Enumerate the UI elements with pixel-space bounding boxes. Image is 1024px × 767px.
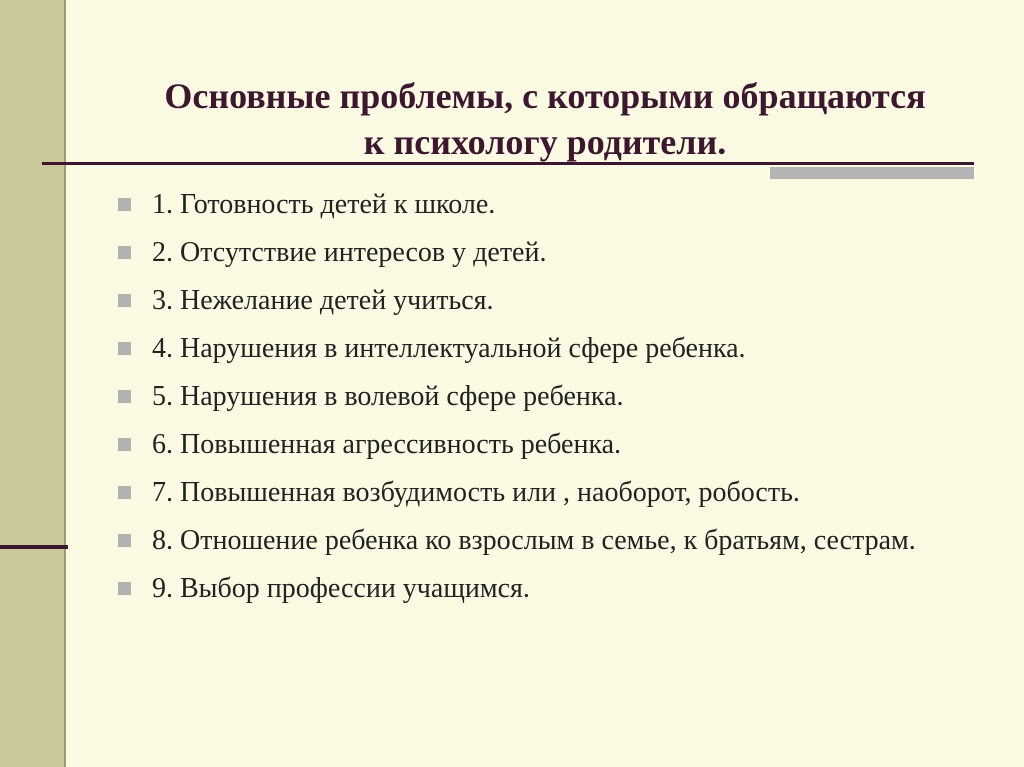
title-line-1: Основные проблемы, с которыми обращаются bbox=[164, 76, 926, 117]
square-bullet-icon bbox=[118, 198, 131, 211]
title-divider bbox=[42, 162, 974, 165]
square-bullet-icon bbox=[118, 390, 131, 403]
list-item bbox=[118, 522, 998, 559]
list-item-text: 4. Нарушения в интеллектуальной сфере ребенка. bbox=[152, 333, 746, 364]
left-decor-line bbox=[0, 545, 68, 549]
list-item-text: 6. Повышенная агрессивность ребенка. bbox=[152, 429, 622, 460]
list-item-text: 5. Нарушения в волевой сфере ребенка. bbox=[152, 381, 624, 412]
list-item-text: 3. Нежелание детей учиться. bbox=[152, 285, 494, 316]
square-bullet-icon bbox=[118, 582, 131, 595]
left-decor-band bbox=[0, 0, 66, 767]
square-bullet-icon bbox=[118, 294, 131, 307]
list-item-text: 9. Выбор профессии учащимся. bbox=[152, 573, 530, 604]
title-line-2: к психологу родители. bbox=[363, 121, 727, 162]
slide-title bbox=[66, 74, 1024, 165]
square-bullet-icon bbox=[118, 246, 131, 259]
list-item bbox=[118, 474, 998, 511]
list-item-text: 1. Готовность детей к школе. bbox=[152, 189, 496, 220]
list-item bbox=[118, 570, 998, 607]
square-bullet-icon bbox=[118, 486, 131, 499]
list-item bbox=[118, 378, 998, 415]
list-item-text: 7. Повышенная возбудимость или , наоборот, робость. bbox=[152, 477, 800, 508]
list-item bbox=[118, 186, 998, 223]
square-bullet-icon bbox=[118, 342, 131, 355]
problems-list bbox=[118, 186, 998, 618]
square-bullet-icon bbox=[118, 534, 131, 547]
square-bullet-icon bbox=[118, 438, 131, 451]
list-item bbox=[118, 282, 998, 319]
list-item bbox=[118, 330, 998, 367]
list-item bbox=[118, 234, 998, 271]
list-item-text: 2. Отсутствие интересов у детей. bbox=[152, 237, 547, 268]
list-item-text: 8. Отношение ребенка ко взрослым в семье, к братьям, сестрам. bbox=[152, 525, 916, 556]
list-item bbox=[118, 426, 998, 463]
title-divider-accent bbox=[770, 167, 974, 179]
